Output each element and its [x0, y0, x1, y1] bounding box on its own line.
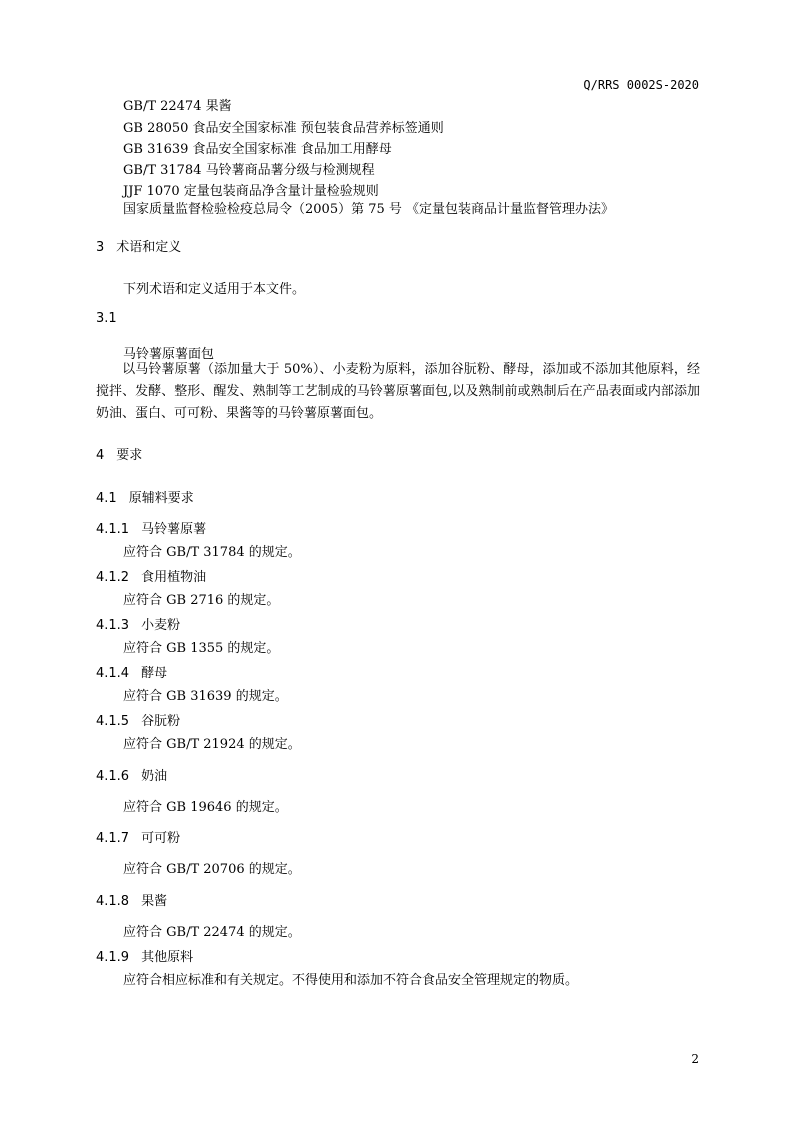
clause-number: 4.1.5	[96, 714, 130, 729]
reference-item: JJF 1070 定量包装商品净含量计量检验规则	[123, 184, 379, 199]
clause-title: 谷朊粉	[141, 714, 181, 729]
clause-number: 4.1.1	[96, 522, 130, 537]
clause-title: 酵母	[141, 666, 168, 681]
reference-item: GB/T 22474 果酱	[123, 99, 232, 114]
reference-item: GB 28050 食品安全国家标准 预包装食品营养标签通则	[123, 121, 444, 136]
section-3-intro: 下列术语和定义适用于本文件。	[123, 282, 306, 297]
clause-number: 4.1.7	[96, 831, 130, 846]
clause-heading	[96, 827, 180, 846]
clause-text: 应符合 GB 1355 的规定。	[123, 641, 280, 656]
clause-text: 应符合 GB/T 21924 的规定。	[123, 737, 301, 752]
clause-text: 应符合 GB 31639 的规定。	[123, 689, 288, 704]
subsection-4-1-heading	[96, 487, 194, 506]
term-title: 马铃薯原薯面包	[123, 347, 215, 362]
document-code: Q/RRS 0002S-2020	[583, 78, 699, 92]
clause-number: 4.1.3	[96, 618, 130, 633]
page-number: 2	[691, 1052, 699, 1066]
clause-title: 其他原料	[141, 950, 194, 965]
clause-heading	[96, 662, 167, 681]
section-4-heading	[96, 444, 142, 463]
section-3-heading	[96, 236, 181, 255]
clause-number: 4.1.9	[96, 950, 130, 965]
section-number: 3	[96, 240, 105, 255]
clause-heading	[96, 890, 167, 909]
clause-text: 应符合 GB 2716 的规定。	[123, 593, 280, 608]
clause-heading	[96, 946, 193, 965]
subsection-number: 4.1	[96, 491, 117, 506]
reference-item: GB 31639 食品安全国家标准 食品加工用酵母	[123, 142, 392, 157]
clause-number: 4.1.8	[96, 894, 130, 909]
clause-number: 4.1.2	[96, 570, 130, 585]
clause-title: 奶油	[141, 769, 168, 784]
section-title: 术语和定义	[116, 240, 182, 255]
subsection-title: 原辅料要求	[128, 491, 194, 506]
clause-title: 可可粉	[141, 831, 181, 846]
clause-text: 应符合相应标准和有关规定。不得使用和添加不符合食品安全管理规定的物质。	[123, 973, 579, 988]
clause-text: 应符合 GB/T 20706 的规定。	[123, 862, 301, 877]
clause-text: 应符合 GB/T 22474 的规定。	[123, 925, 301, 940]
term-definition-text: 以马铃薯原薯（添加量大于 50%）、小麦粉为原料，添加谷朊粉、酵母，添加或不添加其他原料，经搅拌、发酵、整形、醒发、熟制等工艺制成的马铃薯原薯面包,以及熟制前或熟制后在产品表面或内部添加奶油、蛋白、可可粉、果酱等的马铃薯原薯面包。	[96, 362, 700, 421]
clause-text: 应符合 GB 19646 的规定。	[123, 800, 288, 815]
section-title: 要求	[116, 448, 143, 463]
clause-heading	[96, 765, 167, 784]
clause-title: 食用植物油	[141, 570, 207, 585]
clause-heading	[96, 710, 180, 729]
clause-title: 小麦粉	[141, 618, 181, 633]
reference-item: GB/T 31784 马铃薯商品薯分级与检测规程	[123, 163, 375, 178]
clause-heading	[96, 566, 206, 585]
clause-number: 4.1.4	[96, 666, 130, 681]
clause-number: 4.1.6	[96, 769, 130, 784]
clause-text: 应符合 GB/T 31784 的规定。	[123, 545, 301, 560]
term-definition	[96, 359, 700, 425]
clause-heading	[96, 518, 206, 537]
reference-item: 国家质量监督检验检疫总局令（2005）第 75 号 《定量包装商品计量监督管理办法》	[123, 202, 615, 217]
clause-heading	[96, 614, 180, 633]
section-number: 4	[96, 448, 105, 463]
clause-title: 马铃薯原薯	[141, 522, 207, 537]
clause-title: 果酱	[141, 894, 168, 909]
term-number: 3.1	[96, 311, 117, 326]
